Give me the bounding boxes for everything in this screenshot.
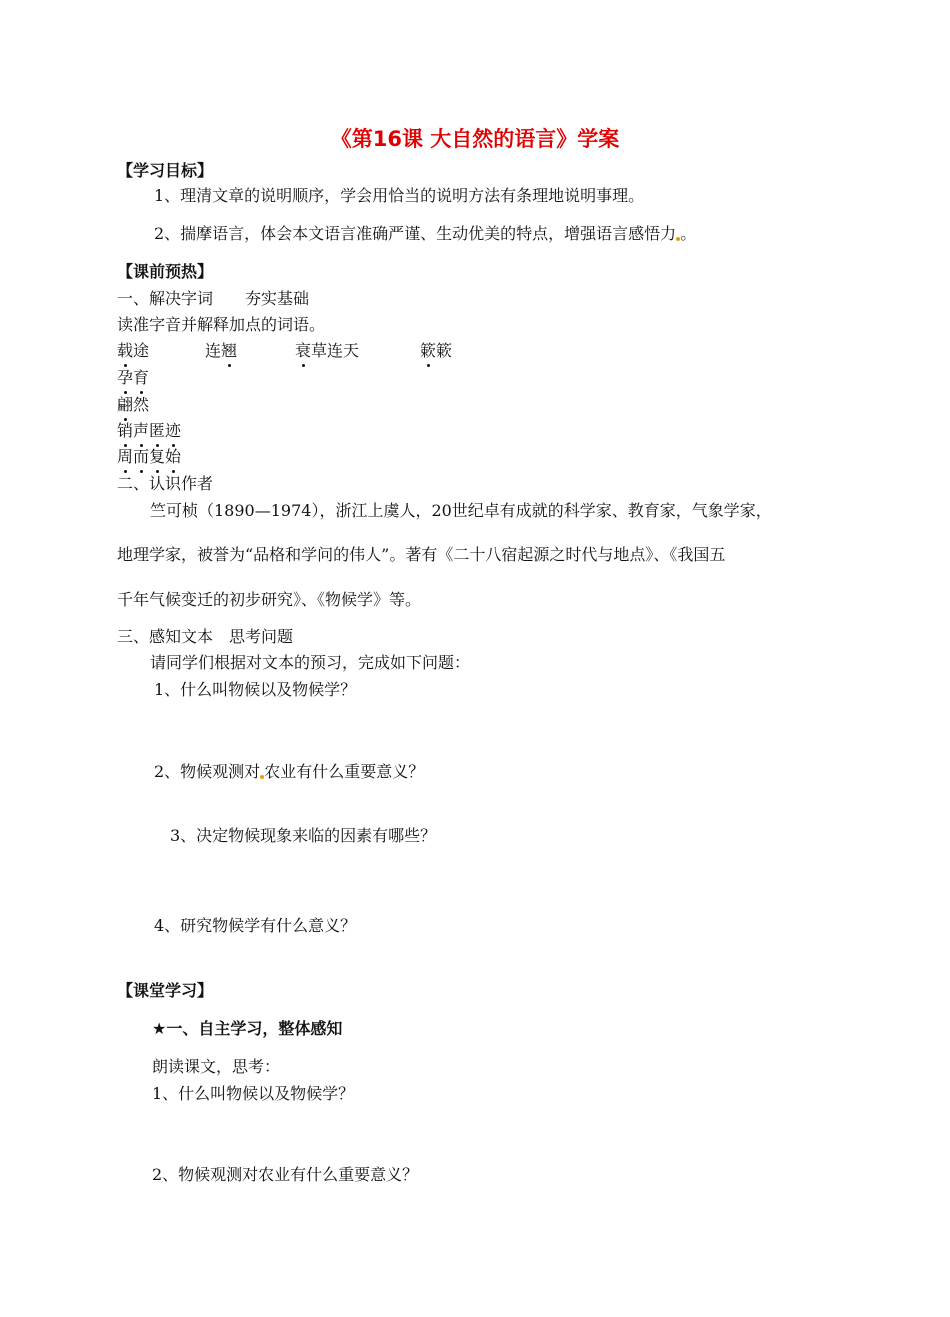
plain-char: 连 — [205, 341, 222, 360]
classroom-question-1: 1、什么叫物候以及物候学？ — [152, 1084, 355, 1103]
author-paragraph-line-1: 竺可桢（1890—1974），浙江上虞人，20世纪卓有成就的科学家、教育家，气象学家， — [150, 501, 772, 520]
dotted-char: 翘 — [221, 341, 238, 360]
objectives-heading: 【学习目标】 — [117, 161, 214, 180]
section1-title: 一、解决字词 夯实基础 — [117, 289, 310, 308]
dotted-char: 销 — [117, 421, 134, 440]
objective-item-1: 1、理清文章的说明顺序，学会用恰当的说明方法有条理地说明事理。 — [154, 186, 645, 205]
preview-question-2 — [154, 762, 424, 781]
dotted-char: 匿 — [149, 421, 166, 440]
preview-heading: 【课前预热】 — [117, 262, 214, 281]
vocab-word-2 — [205, 341, 237, 360]
dotted-char: 迹 — [165, 421, 182, 440]
classroom-heading: 【课堂学习】 — [117, 981, 214, 1000]
section1-instruction: 读准字音并解释加点的词语。 — [117, 315, 326, 334]
objective-item-2-text: 2、揣摩语言，体会本文语言准确严谨、生动优美的特点，增强语言感悟力 — [154, 224, 677, 243]
dotted-char: 衰 — [295, 341, 312, 360]
dotted-char: 育 — [133, 368, 150, 387]
vocab-word-3 — [295, 341, 359, 360]
dotted-char: 簌 — [420, 341, 437, 360]
classroom-question-2: 2、物候观测对农业有什么重要意义？ — [152, 1165, 419, 1184]
dotted-char: 而 — [133, 447, 150, 466]
section3-title: 三、感知文本 思考问题 — [117, 627, 294, 646]
dotted-char: 周 — [117, 447, 134, 466]
classroom-subheading: ★一、自主学习，整体感知 — [152, 1019, 343, 1038]
vocab-word-1 — [117, 341, 149, 360]
plain-char: 草连天 — [311, 341, 360, 360]
dotted-char: 始 — [165, 447, 182, 466]
vocab-word-7 — [117, 421, 181, 440]
dotted-char: 翩 — [117, 395, 134, 414]
objective-item-2-end: 。 — [680, 224, 697, 243]
question-2-part-1: 2、物候观测对 — [154, 762, 261, 781]
dotted-char: 声 — [133, 421, 150, 440]
section2-title: 二、认识作者 — [117, 474, 214, 493]
section3-intro: 请同学们根据对文本的预习，完成如下问题： — [150, 653, 471, 672]
question-2-part-2: 农业有什么重要意义？ — [264, 762, 425, 781]
vocab-word-4 — [420, 341, 452, 360]
preview-question-3: 3、决定物候现象来临的因素有哪些？ — [170, 826, 437, 845]
preview-question-4: 4、研究物候学有什么意义？ — [154, 916, 357, 935]
classroom-intro: 朗读课文，思考： — [152, 1057, 281, 1076]
dotted-char: 复 — [149, 447, 166, 466]
vocab-word-5 — [117, 368, 149, 387]
page-title: 《第16课 大自然的语言》学案 — [330, 127, 620, 151]
dotted-char: 载 — [117, 341, 134, 360]
preview-question-1: 1、什么叫物候以及物候学？ — [154, 680, 357, 699]
author-paragraph-line-3: 千年气候变迁的初步研究》、《物候学》等。 — [117, 590, 422, 609]
vocab-word-8 — [117, 447, 181, 466]
plain-char: 途 — [133, 341, 150, 360]
objective-item-2 — [154, 224, 696, 243]
plain-char: 簌 — [436, 341, 453, 360]
author-paragraph-line-2: 地理学家，被誉为“品格和学问的伟人”。著有《二十八宿起源之时代与地点》、《我国五 — [117, 545, 726, 564]
vocab-word-6 — [117, 395, 149, 414]
dotted-char: 孕 — [117, 368, 134, 387]
plain-char: 然 — [133, 395, 150, 414]
